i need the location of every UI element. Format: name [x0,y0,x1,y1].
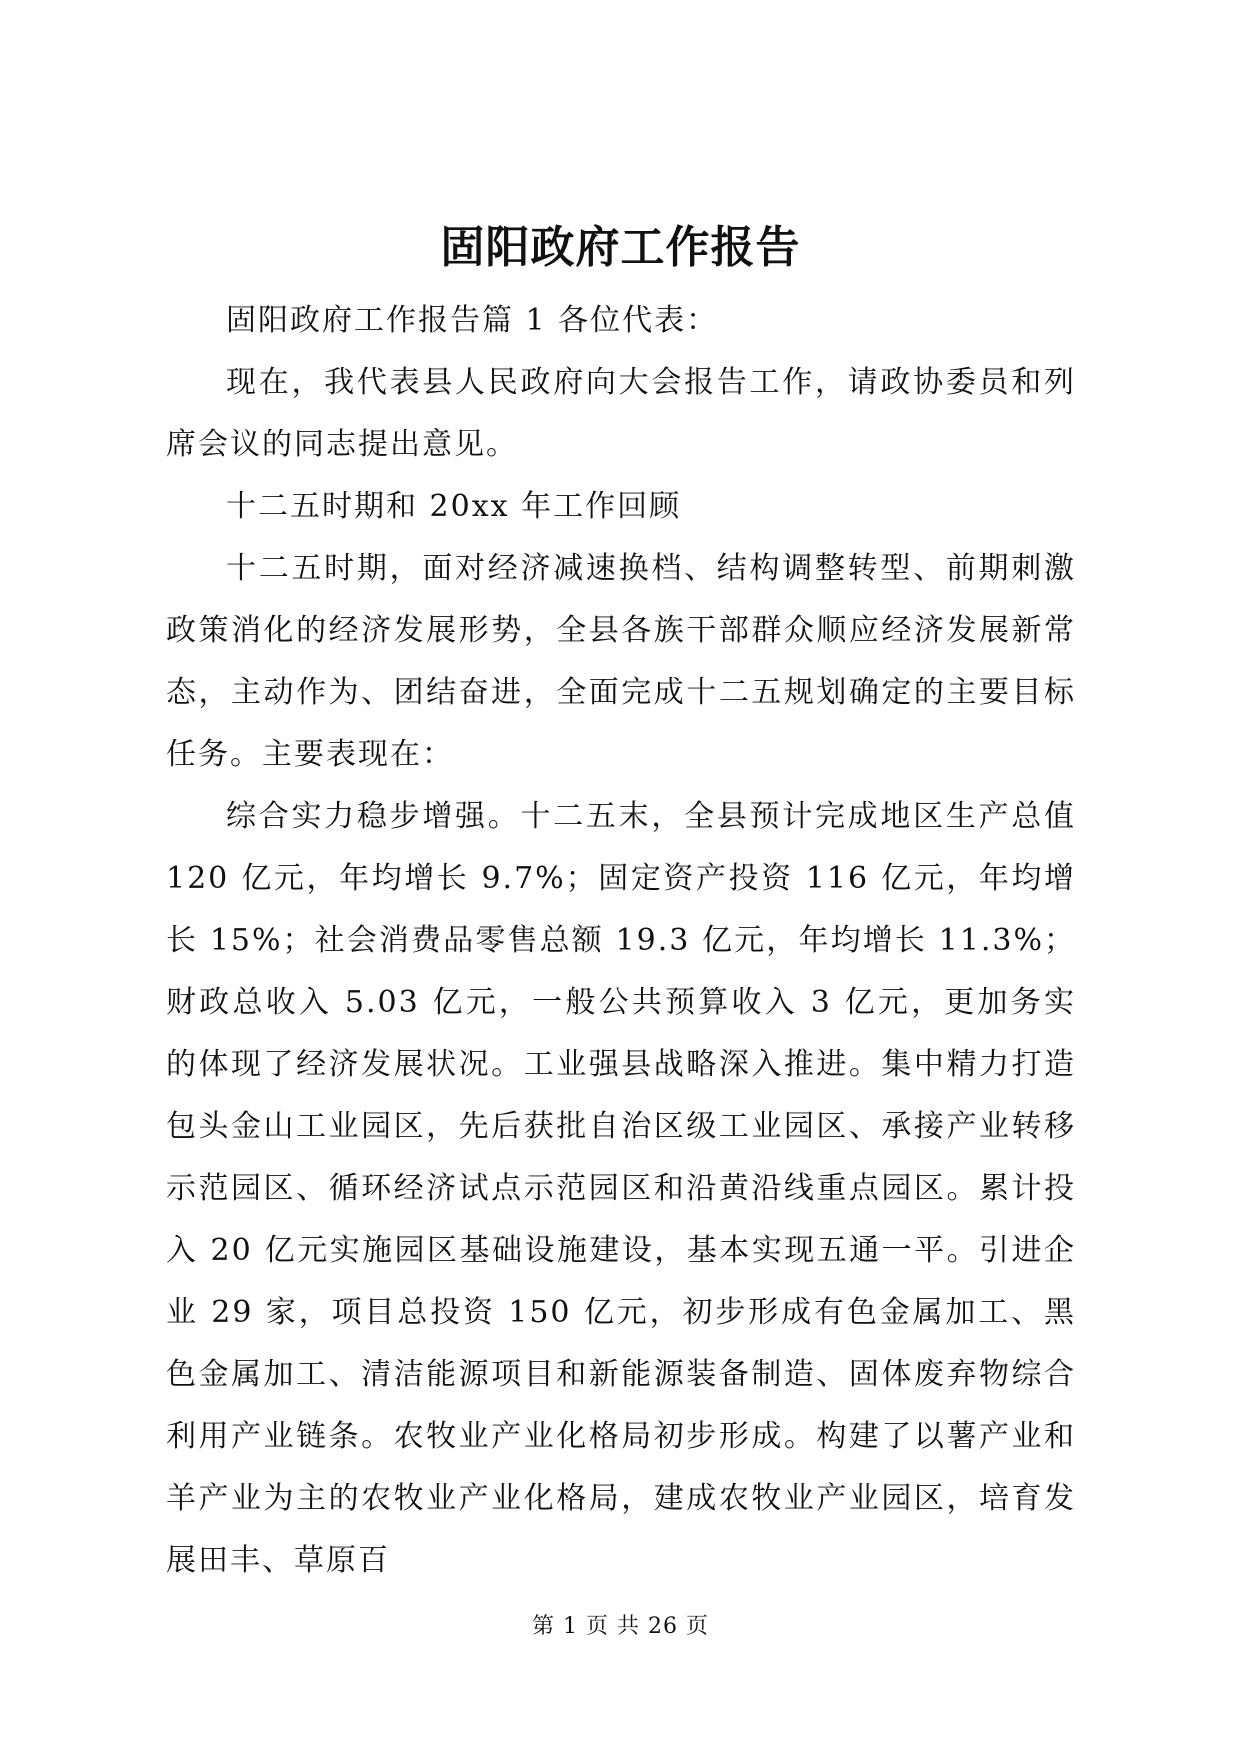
paragraph-3: 十二五时期和 20xx 年工作回顾 [226,489,682,524]
page-footer: 第 1 页 共 26 页 [532,1614,709,1639]
paragraph-5: 综合实力稳步增强。十二五末，全县预计完成地区生产总值 120 亿元，年均增长 9.7%；固定资产投资 116 亿元，年均增长 15%；社会消费品零售总额 19.3 亿元，年均增长 11.3%；财政总收入 5.03 亿元，一般公共预算收入 3 亿元，更加务实的体现了经济发展状况。工业强县战略深入推进。集中精力打造包头金山工业园区，先后获批自治区级工业园区、承接产业转移示范园区、循环经济试点示范园区和沿黄沿线重点园区。累计投入 20 亿元实施园区基础设施建设，基本实现五通一平。引进企业 29 家，项目总投资 150 亿元，初步形成有色金属加工、黑色金属加工、清洁能源项目和新能源装备制造、固体废弃物综合利用产业链条。农牧业产业化格局初步形成。构建了以薯产业和羊产业为主的农牧业产业化格局，建成农牧业产业园区，培育发展田丰、草原百 [166,799,1076,1578]
paragraph-4: 十二五时期，面对经济减速换档、结构调整转型、前期刺激政策消化的经济发展形势，全县各族干部群众顺应经济发展新常态，主动作为、团结奋进，全面完成十二五规划确定的主要目标任务。主要表现在： [166,551,1076,772]
paragraph-2: 现在，我代表县人民政府向大会报告工作，请政协委员和列席会议的同志提出意见。 [166,365,1076,462]
document-body [166,290,1076,1592]
document-title: 固阳政府工作报告 [440,222,801,273]
paragraph-1: 固阳政府工作报告篇 1 各位代表： [226,303,719,338]
